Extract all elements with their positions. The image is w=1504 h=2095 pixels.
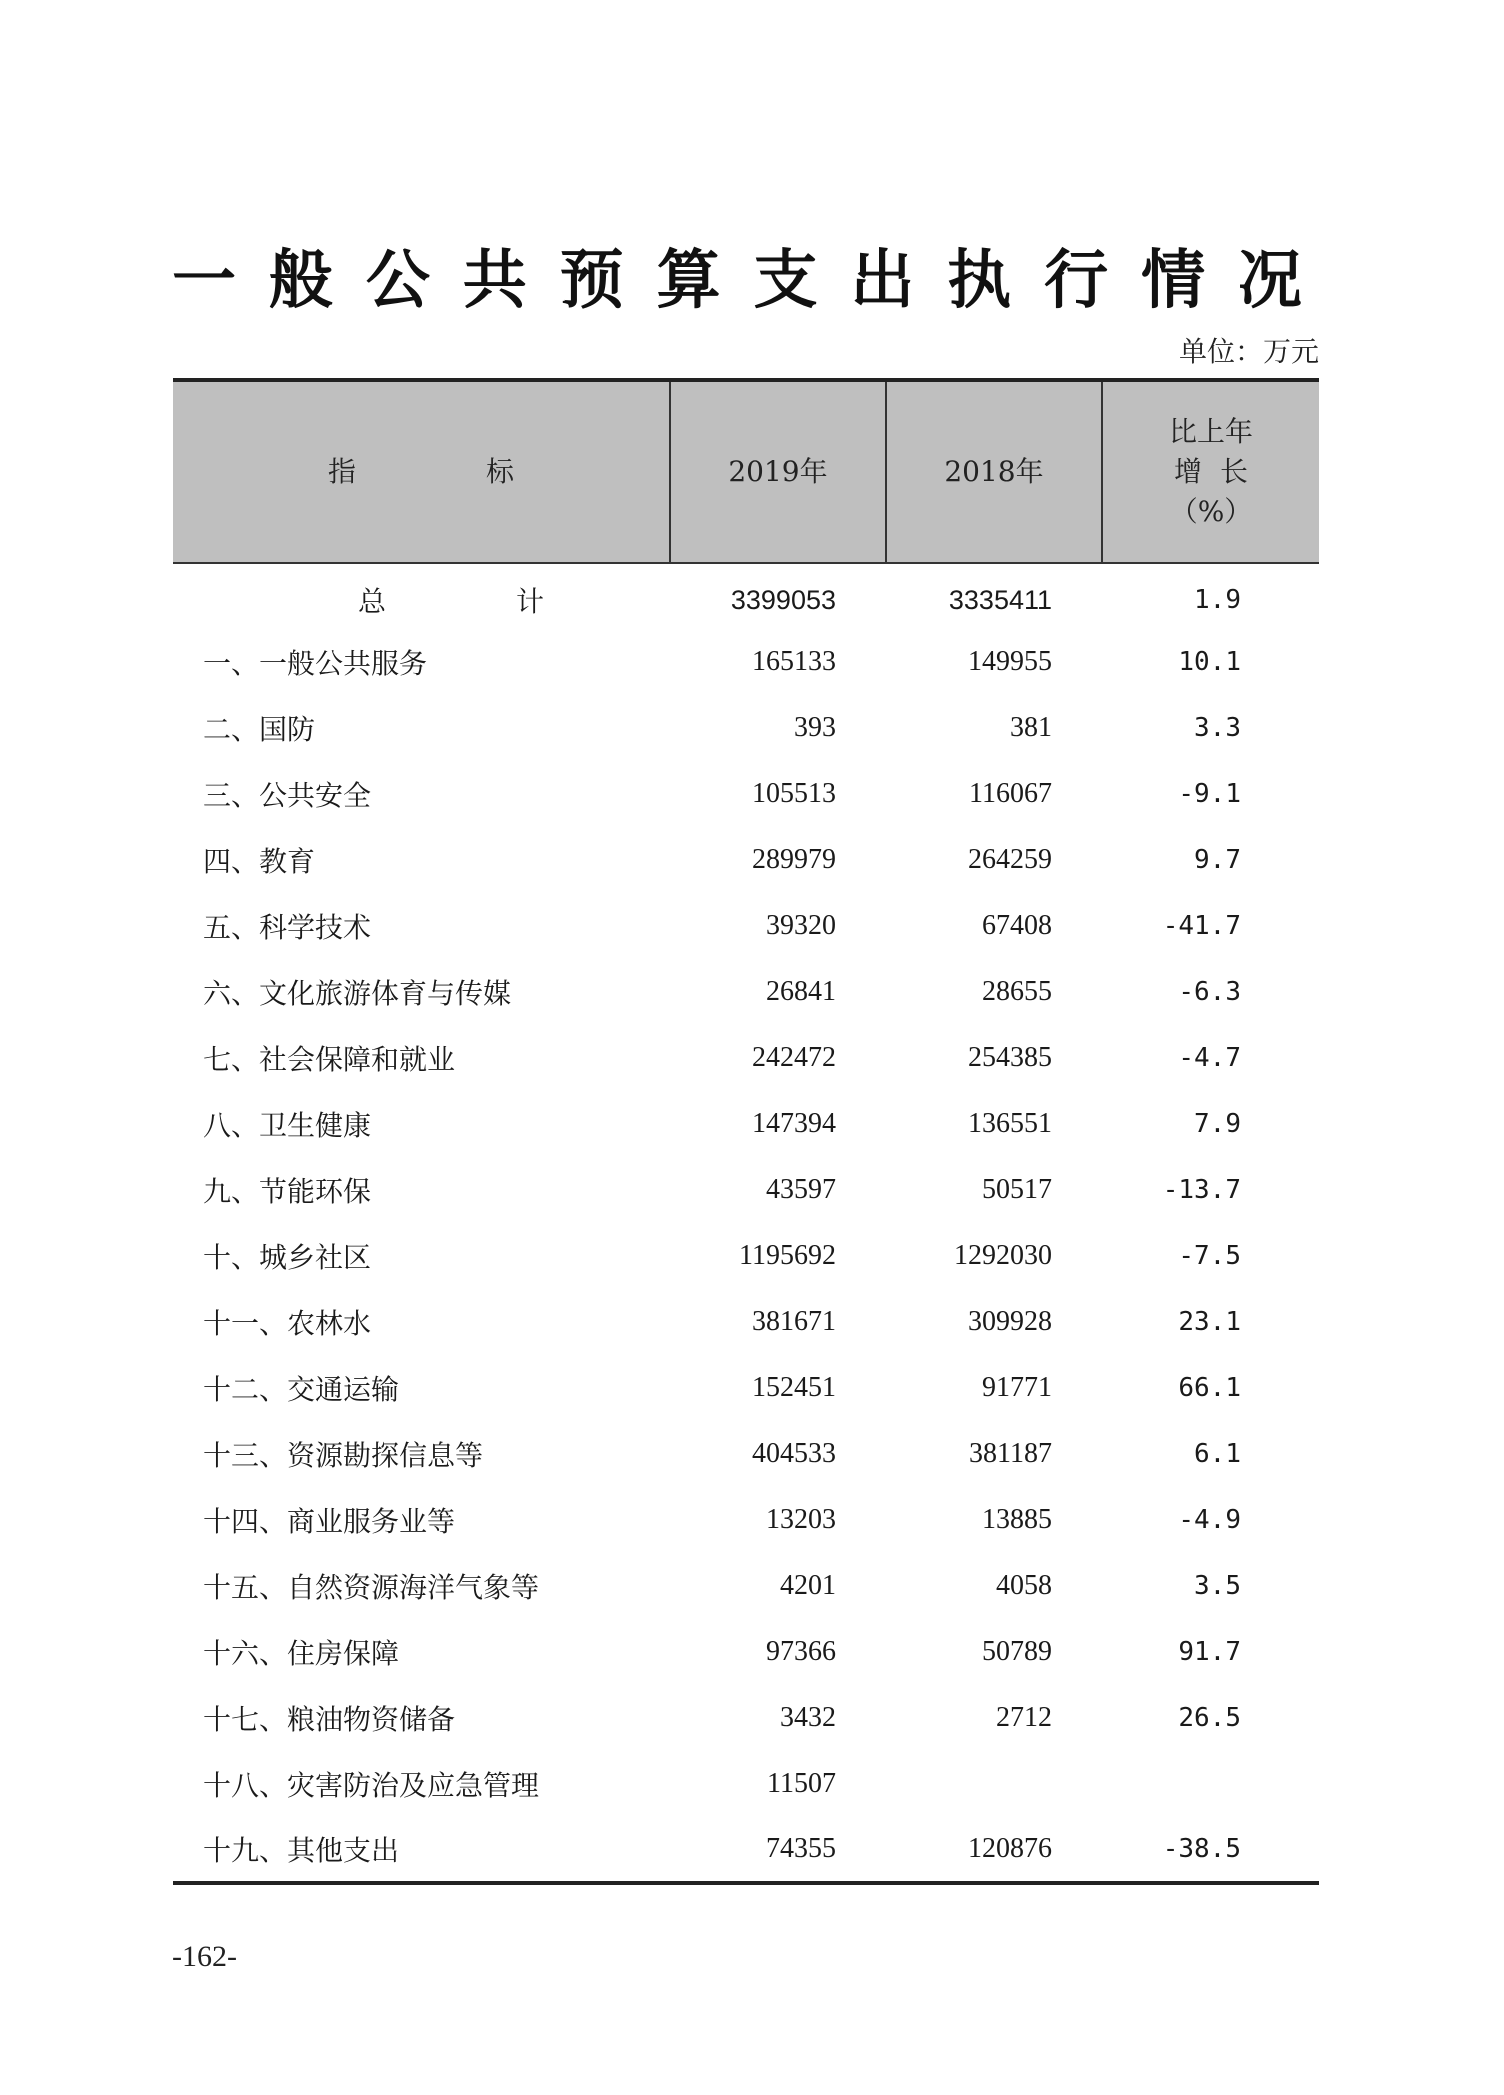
row-2019: 3432 [780,1702,836,1733]
row-growth: -6.3 [1178,977,1241,1007]
row-label: 十四、商业服务业等 [203,1505,456,1538]
row-label: 七、社会保障和就业 [203,1043,456,1076]
title-char: 支 [753,243,818,318]
row-2018: 50517 [982,1174,1052,1205]
row-2018: 149955 [968,646,1052,677]
total-2019: 3399053 [730,584,836,615]
row-2019: 404533 [752,1438,836,1469]
row-2018 [886,1751,1102,1817]
row-2018: 309928 [968,1306,1052,1337]
row-2019: 289979 [752,844,836,875]
row-2019: 43597 [766,1174,836,1205]
row-2019: 26841 [766,976,836,1007]
row-label: 五、科学技术 [203,911,372,944]
row-2018: 1292030 [954,1240,1052,1271]
row-growth: -38.5 [1162,1834,1241,1864]
total-row [173,563,1319,629]
row-growth: 23.1 [1178,1307,1241,1337]
row-2019: 105513 [752,778,836,809]
row-label: 十八、灾害防治及应急管理 [203,1769,540,1802]
row-2019: 393 [794,712,836,743]
row-2019: 147394 [752,1108,836,1139]
row-label: 四、教育 [203,845,316,878]
table-row [173,1751,1319,1817]
row-growth: -7.5 [1178,1241,1241,1271]
row-growth: 91.7 [1178,1637,1241,1667]
header-growth-line2: 增长 [1173,455,1266,488]
header-2018: 2018年 [886,380,1102,563]
header-indicator [173,380,670,563]
row-label: 九、节能环保 [203,1175,372,1208]
header-indicator-right: 标 [486,455,515,488]
row-2018: 4058 [996,1570,1052,1601]
row-2019: 165133 [752,646,836,677]
row-2019: 1195692 [739,1240,836,1271]
page-number: -162- [172,1940,237,1973]
row-label: 十五、自然资源海洋气象等 [203,1571,540,1604]
row-label: 十、城乡社区 [203,1241,372,1274]
row-growth: 7.9 [1194,1109,1241,1139]
budget-table [173,378,1319,1885]
title-char: 执 [947,243,1012,318]
row-2019: 11507 [767,1768,836,1799]
table-body [173,563,1319,1883]
row-2018: 381 [1010,712,1052,743]
title-char: 预 [559,243,624,318]
row-label: 一、一般公共服务 [203,647,428,680]
title-char: 算 [656,243,721,318]
row-2019: 242472 [752,1042,836,1073]
row-label: 十三、资源勘探信息等 [203,1439,484,1472]
table-row [173,1685,1319,1751]
row-label: 十一、农林水 [203,1307,372,1340]
row-2018: 13885 [982,1504,1052,1535]
header-growth-line1: 比上年 [1168,415,1253,448]
table-row [173,1157,1319,1223]
table-row [173,761,1319,827]
row-label: 十七、粮油物资储备 [203,1703,456,1736]
row-2018: 67408 [982,910,1052,941]
header-indicator-left: 指 [327,455,356,488]
total-label-left: 总 [357,585,386,618]
table-row [173,1223,1319,1289]
total-label-right: 计 [516,585,545,618]
title-char: 行 [1044,243,1109,318]
table-row [173,1421,1319,1487]
row-label: 十六、住房保障 [203,1637,400,1670]
row-2019: 381671 [752,1306,836,1337]
page-title [172,230,1302,320]
title-char: 情 [1141,243,1206,318]
row-growth: -41.7 [1162,911,1241,941]
row-growth: -4.9 [1178,1505,1241,1535]
header-2019: 2019年 [670,380,886,563]
table-row [173,827,1319,893]
unit-label: 单位：万元 [1178,335,1319,368]
table-row [173,959,1319,1025]
total-label [173,563,670,629]
total-2018: 3335411 [948,584,1052,615]
row-label: 十二、交通运输 [203,1373,400,1406]
table-row [173,1619,1319,1685]
table-row [173,629,1319,695]
table-row [173,1553,1319,1619]
row-2019: 13203 [766,1504,836,1535]
title-char: 共 [462,243,527,318]
title-char: 公 [365,243,430,318]
title-char: 般 [268,243,333,318]
row-label: 六、文化旅游体育与传媒 [203,977,512,1010]
row-growth: 3.5 [1194,1571,1241,1601]
title-char: 况 [1237,243,1302,318]
table-row [173,1025,1319,1091]
row-growth: 26.5 [1178,1703,1241,1733]
row-2019: 4201 [780,1570,836,1601]
row-2018: 116067 [969,778,1052,809]
row-2018: 91771 [982,1372,1052,1403]
table-row [173,893,1319,959]
table-row [173,1355,1319,1421]
table-header [173,380,1319,563]
header-growth [1102,380,1319,563]
row-label: 十九、其他支出 [203,1834,400,1867]
title-char: 出 [850,243,915,318]
title-char: 一 [172,243,236,318]
header-growth-line3: （%） [1169,495,1253,528]
table-row [173,1487,1319,1553]
row-2019: 74355 [766,1833,836,1864]
row-growth: -9.1 [1178,779,1241,809]
row-2019: 39320 [766,910,836,941]
row-growth: 3.3 [1194,713,1241,743]
row-2018: 2712 [996,1702,1052,1733]
row-label: 二、国防 [203,713,316,746]
row-label: 八、卫生健康 [203,1109,372,1142]
table-row [173,695,1319,761]
row-label: 三、公共安全 [203,779,372,812]
row-2018: 28655 [982,976,1052,1007]
table-row [173,1091,1319,1157]
row-growth: -13.7 [1162,1175,1241,1205]
row-growth: -4.7 [1178,1043,1241,1073]
row-growth: 66.1 [1178,1373,1241,1403]
header-row [173,380,1319,563]
row-2018: 120876 [968,1833,1052,1864]
row-2019: 97366 [766,1636,836,1667]
row-growth: 10.1 [1178,647,1241,677]
row-growth [1102,1751,1319,1817]
total-growth: 1.9 [1194,585,1241,615]
row-growth: 9.7 [1194,845,1241,875]
row-2018: 254385 [968,1042,1052,1073]
row-2018: 381187 [969,1438,1052,1469]
row-2018: 136551 [968,1108,1052,1139]
row-2018: 264259 [968,844,1052,875]
row-growth: 6.1 [1194,1439,1241,1469]
row-2018: 50789 [982,1636,1052,1667]
table-row [173,1289,1319,1355]
table-row [173,1817,1319,1883]
row-2019: 152451 [752,1372,836,1403]
